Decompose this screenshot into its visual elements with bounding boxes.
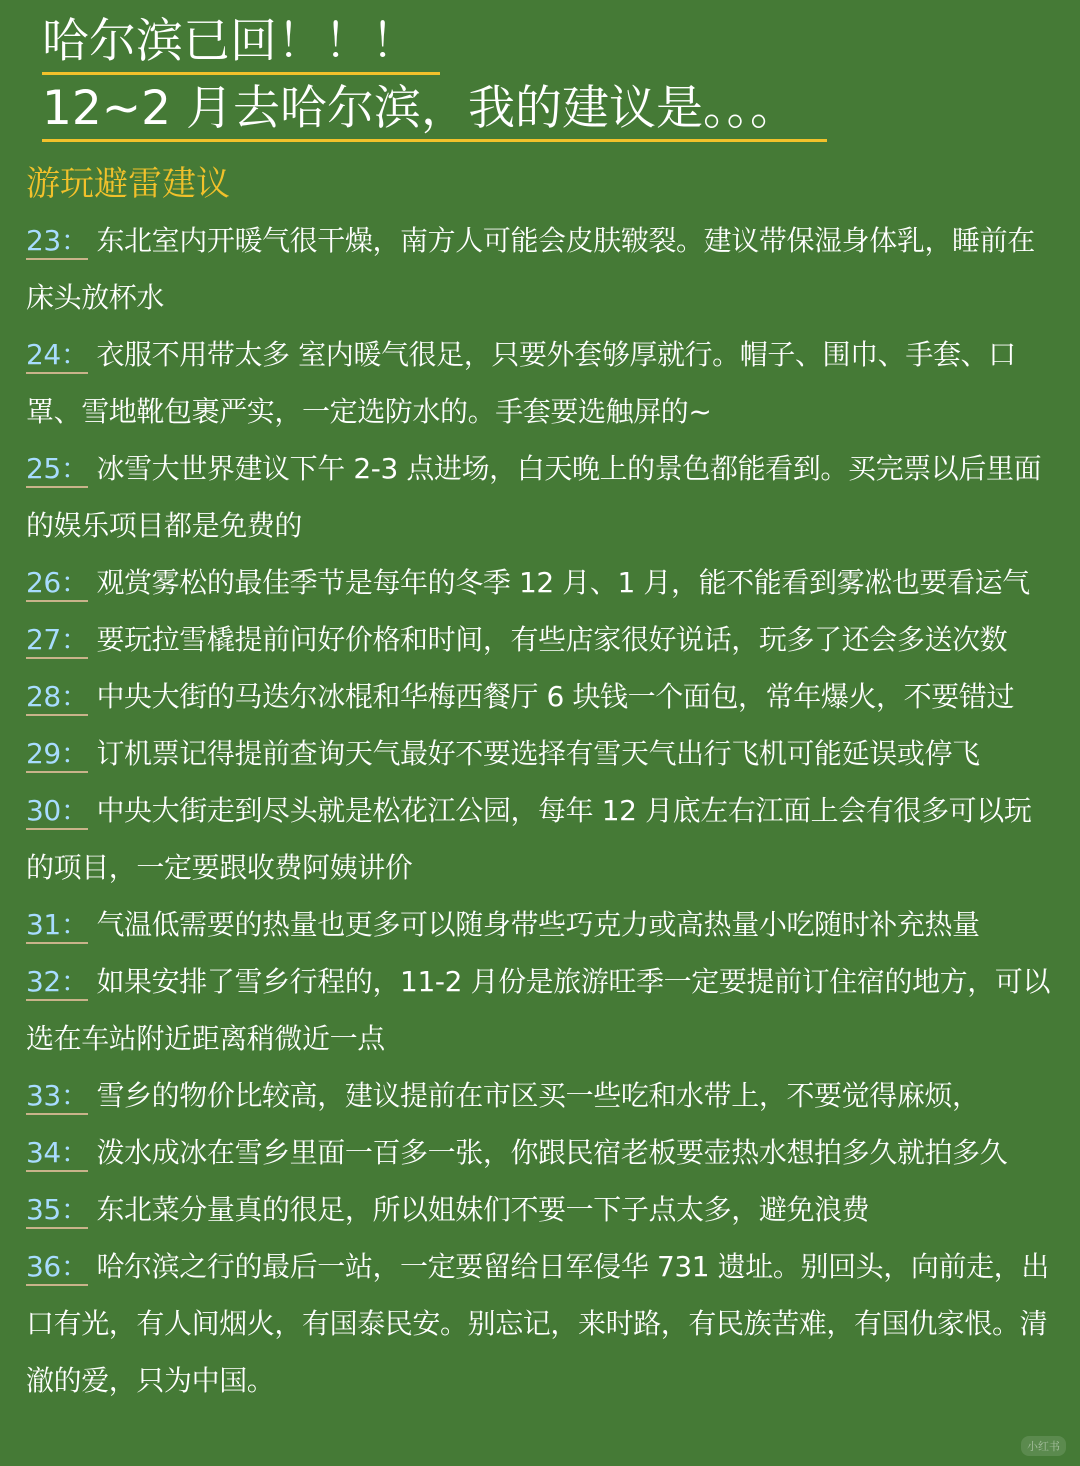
tip-text: 冰雪大世界建议下午 2-3 点进场，白天晚上的景色都能看到。买完票以后里面的娱乐项目都是免费的	[26, 452, 1042, 542]
tip-item	[26, 668, 1056, 725]
page-title: 哈尔滨已回！！！	[42, 14, 440, 75]
tip-text: 观赏雾松的最佳季节是每年的冬季 12 月、1 月，能不能看到雾凇也要看运气	[96, 566, 1030, 599]
tip-text: 衣服不用带太多 室内暖气很足，只要外套够厚就行。帽子、围巾、手套、口罩、雪地靴包裹严实，一定选防水的。手套要选触屏的~	[26, 338, 1016, 428]
tip-item	[26, 440, 1056, 554]
tip-number: 24：	[26, 338, 88, 374]
tip-number: 34：	[26, 1136, 88, 1172]
tip-item	[26, 611, 1056, 668]
tip-number: 29：	[26, 737, 88, 773]
tip-number: 28：	[26, 680, 88, 716]
tip-text: 订机票记得提前查询天气最好不要选择有雪天气出行飞机可能延误或停飞	[96, 737, 980, 770]
tip-item	[26, 953, 1056, 1067]
tip-item	[26, 554, 1056, 611]
watermark: 小红书	[1021, 1436, 1066, 1456]
tips-list	[26, 212, 1056, 1409]
page-subtitle: 12~2 月去哈尔滨，我的建议是。。。	[42, 81, 827, 142]
tip-item	[26, 896, 1056, 953]
tip-item	[26, 1238, 1056, 1409]
tip-item	[26, 326, 1056, 440]
tip-number: 32：	[26, 965, 88, 1001]
tip-text: 如果安排了雪乡行程的，11-2 月份是旅游旺季一定要提前订住宿的地方，可以选在车站附近距离稍微近一点	[26, 965, 1051, 1055]
tip-number: 26：	[26, 566, 88, 602]
title-block	[42, 14, 827, 142]
tip-number: 25：	[26, 452, 88, 488]
tip-number: 27：	[26, 623, 88, 659]
tip-item	[26, 725, 1056, 782]
tip-number: 30：	[26, 794, 88, 830]
tip-number: 35：	[26, 1193, 88, 1229]
tip-text: 雪乡的物价比较高，建议提前在市区买一些吃和水带上，不要觉得麻烦，	[96, 1079, 980, 1112]
tip-item	[26, 212, 1056, 326]
tip-text: 气温低需要的热量也更多可以随身带些巧克力或高热量小吃随时补充热量	[96, 908, 980, 941]
tip-item	[26, 782, 1056, 896]
tip-item	[26, 1124, 1056, 1181]
tip-text: 要玩拉雪橇提前问好价格和时间，有些店家很好说话，玩多了还会多送次数	[96, 623, 1008, 656]
tip-number: 31：	[26, 908, 88, 944]
section-heading: 游玩避雷建议	[26, 164, 230, 204]
tip-number: 23：	[26, 224, 88, 260]
tip-number: 36：	[26, 1250, 88, 1286]
tip-text: 中央大街的马迭尔冰棍和华梅西餐厅 6 块钱一个面包，常年爆火，不要错过	[96, 680, 1015, 713]
tip-text: 泼水成冰在雪乡里面一百多一张，你跟民宿老板要壶热水想拍多久就拍多久	[96, 1136, 1008, 1169]
tip-text: 东北室内开暖气很干燥，南方人可能会皮肤皲裂。建议带保湿身体乳，睡前在床头放杯水	[26, 224, 1035, 314]
tip-text: 中央大街走到尽头就是松花江公园，每年 12 月底左右江面上会有很多可以玩的项目，一定要跟收费阿姨讲价	[26, 794, 1032, 884]
tip-item	[26, 1181, 1056, 1238]
tip-number: 33：	[26, 1079, 88, 1115]
tip-text: 东北菜分量真的很足，所以姐妹们不要一下子点太多，避免浪费	[96, 1193, 870, 1226]
tip-text: 哈尔滨之行的最后一站，一定要留给日军侵华 731 遗址。别回头，向前走，出口有光，有人间烟火，有国泰民安。别忘记，来时路，有民族苦难，有国仇家恨。清澈的爱，只为中国。	[26, 1250, 1049, 1397]
tip-item	[26, 1067, 1056, 1124]
